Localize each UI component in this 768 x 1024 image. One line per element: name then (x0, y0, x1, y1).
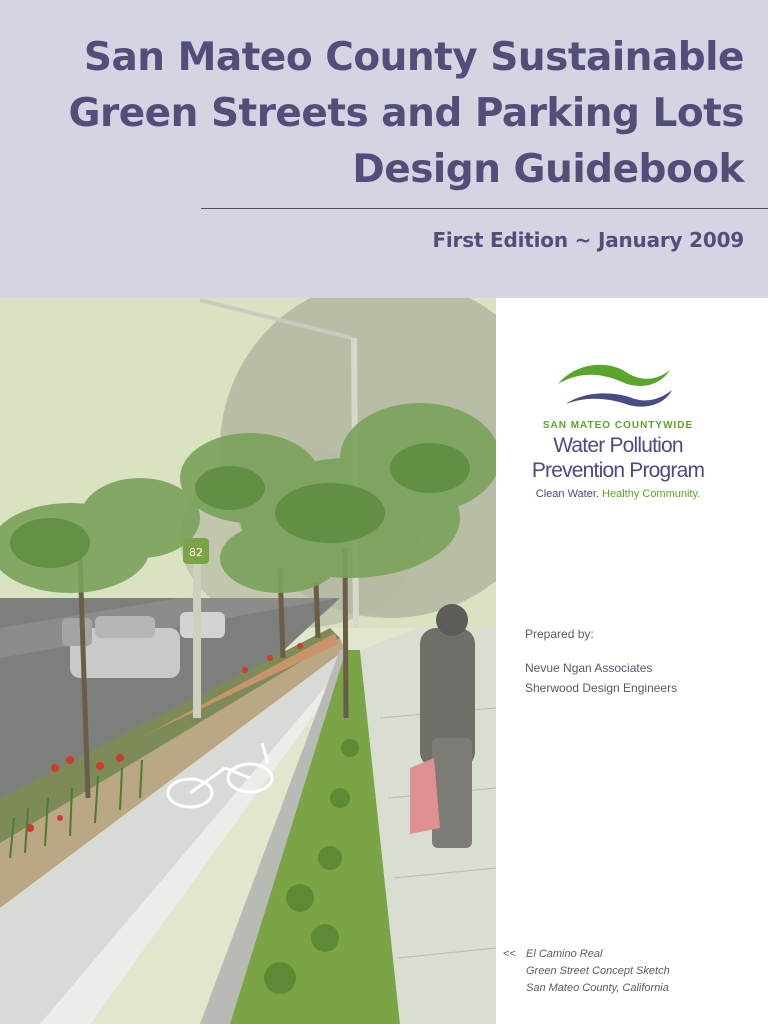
prepared-by-label: Prepared by: (525, 627, 594, 641)
prepared-by-block (525, 624, 677, 698)
firm-2: Sherwood Design Engineers (525, 681, 678, 695)
caption-line-3: San Mateo County, California (526, 982, 669, 994)
water-wave-logo-icon (556, 360, 676, 410)
logo-line-2: Prevention Program (531, 459, 705, 482)
logo-line-1: Water Pollution (553, 434, 683, 457)
title-divider (201, 208, 768, 209)
title-line-1: San Mateo County Sustainable (83, 35, 744, 80)
tagline-part-1: Clean Water. (535, 488, 599, 500)
caption-lines (526, 946, 670, 997)
street-concept-sketch (0, 298, 496, 1024)
caption-line-1: El Camino Real (526, 948, 603, 960)
title-line-3: Design Guidebook (352, 147, 744, 192)
logo-subtitle: SAN MATEO COUNTYWIDE (542, 420, 694, 431)
route-sign-number: 82 (189, 546, 203, 559)
caption-line-2: Green Street Concept Sketch (526, 965, 670, 977)
logo-tagline (518, 488, 718, 500)
cover-header (0, 0, 768, 298)
tagline-part-2: Healthy Community. (602, 488, 701, 500)
edition-date: First Edition ~ January 2009 (432, 228, 744, 252)
title-line-2: Green Streets and Parking Lots (68, 91, 744, 136)
wppp-logo (518, 360, 718, 510)
firm-1: Nevue Ngan Associates (525, 661, 653, 675)
caption-arrow: << (503, 948, 516, 960)
document-title (24, 30, 744, 198)
street-sketch-illustration (0, 298, 496, 1024)
logo-program-name (518, 433, 718, 483)
